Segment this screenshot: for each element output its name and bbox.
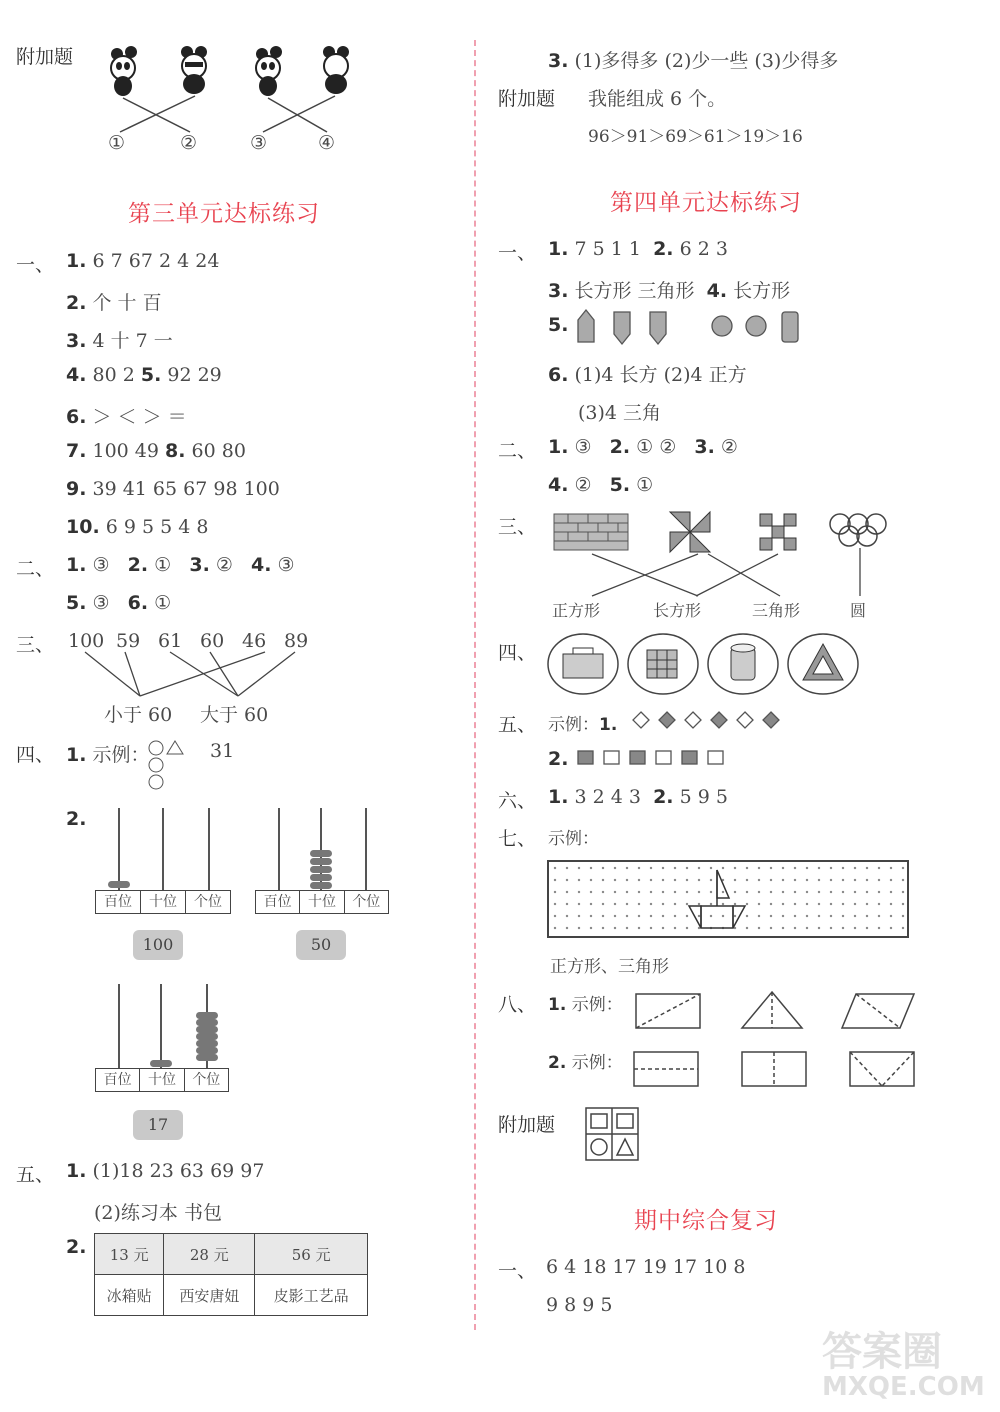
answer-row: 2. 个 十 百: [66, 292, 162, 314]
watermark-logo: 答案圈: [822, 1329, 942, 1375]
s3-num: 59: [116, 630, 141, 652]
s5-q2-num: 2.: [548, 748, 569, 770]
unit4-title: 第四单元达标练习: [610, 190, 802, 216]
section-marker: 六、: [498, 790, 537, 812]
shape-division-examples-2: [628, 1046, 918, 1092]
answer-row: 4. ② 5. ①: [548, 474, 654, 496]
s3-num: 61: [158, 630, 183, 652]
s4-q1-value: 31: [210, 740, 235, 762]
bonus-text: 我能组成 6 个。: [588, 88, 727, 110]
bonus-num-4: ④: [318, 132, 336, 154]
cross-pattern-icon: [760, 514, 796, 550]
panda-icon: [323, 46, 349, 94]
greater-than-60: 大于 60: [200, 704, 269, 726]
bonus-label-left: 附加题: [16, 46, 74, 68]
bonus-num-2: ②: [180, 132, 198, 154]
bonus-label-right-2: 附加题: [498, 1114, 556, 1136]
pencil-icon: [614, 312, 630, 344]
bonus-num-1: ①: [108, 132, 126, 154]
section-marker: 二、: [16, 558, 55, 580]
panda-icon: [256, 46, 282, 96]
column-divider: [474, 40, 476, 1330]
answer-row: 1. ③ 2. ① ② 3. ②: [548, 436, 738, 458]
shape-label: 三角形: [752, 601, 801, 620]
bonus-order: 96＞91＞69＞61＞19＞16: [588, 127, 803, 147]
answer-row: 2. 示例：: [548, 1053, 623, 1073]
price-cell: 28 元: [164, 1234, 255, 1275]
item-cell: 西安唐妞: [164, 1275, 255, 1316]
section-marker: 四、: [16, 744, 55, 766]
answer-row: 10. 6 9 5 5 4 8: [66, 516, 209, 538]
answer-row: 1. 示例：: [548, 995, 623, 1015]
toolbox-icon: [563, 648, 603, 678]
shape-label: 圆: [850, 601, 867, 620]
s5-q2-num: 2.: [66, 1236, 87, 1258]
section-marker: 四、: [498, 642, 537, 664]
unit3-title: 第三单元达标练习: [128, 201, 320, 227]
answer-row: 6 4 18 17 19 17 10 8: [546, 1256, 746, 1278]
section-marker: 五、: [498, 714, 537, 736]
watermark-url: MXQE.COM: [822, 1372, 985, 1402]
s3-num: 100: [68, 630, 105, 652]
bonus-num-3: ③: [250, 132, 268, 154]
s3-num: 46: [242, 630, 267, 652]
object-ovals-figure: [545, 630, 863, 698]
s3-connection-lines: [60, 650, 320, 700]
rubiks-cube-icon: [647, 650, 677, 678]
section-marker: 一、: [498, 1260, 537, 1282]
answer-row: 6. ＞ ＜ ＞ ＝: [66, 406, 187, 428]
section-marker: 五、: [16, 1164, 55, 1186]
shape-icons-row: [572, 306, 812, 346]
section-marker: 三、: [498, 516, 537, 538]
section-marker: 二、: [498, 440, 537, 462]
answer-row: 1. 7 5 1 1 2. 6 2 3: [548, 238, 728, 260]
price-cell: 13 元: [95, 1234, 164, 1275]
abacus-bead: [108, 881, 130, 888]
price-table: [94, 1233, 368, 1316]
square-pattern: [575, 748, 735, 768]
abacus-value-badge: 50: [296, 930, 346, 960]
q5-num: 5.: [548, 314, 569, 336]
circle-icon: [712, 316, 732, 336]
answer-row: 9 8 9 5: [546, 1294, 613, 1316]
answer-row: 3. 长方形 三角形 4. 长方形: [548, 280, 791, 302]
shape-label: 长方形: [653, 601, 702, 620]
matching-lines: [120, 96, 335, 132]
pencil-icon: [578, 310, 594, 342]
shape-division-examples: [628, 988, 918, 1032]
section-marker: 八、: [498, 994, 537, 1016]
dot-grid: [547, 860, 909, 938]
answer-row: 3. (1)多得多 (2)少一些 (3)少得多: [548, 50, 839, 72]
shape-example-icons: [145, 738, 195, 792]
answer-row: 示例：1.: [548, 715, 618, 735]
answer-row: 4. 80 2 5. 92 29: [66, 364, 222, 386]
less-than-60: 小于 60: [104, 704, 173, 726]
s3-num: 60: [200, 630, 225, 652]
answer-row: 1. 3 2 4 3 2. 5 9 5: [548, 786, 728, 808]
s4-q2-num: 2.: [66, 808, 87, 830]
midterm-title: 期中综合复习: [634, 1208, 778, 1234]
answer-row: 9. 39 41 65 67 98 100: [66, 478, 280, 500]
answer-row: (2)练习本 书包: [94, 1202, 222, 1224]
price-cell: 56 元: [255, 1234, 368, 1275]
abacus-value-badge: 17: [133, 1110, 183, 1140]
s3-num: 89: [284, 630, 309, 652]
answer-row: 1. 6 7 67 2 4 24: [66, 250, 220, 272]
olympic-rings-icon: [830, 514, 886, 546]
brick-wall-icon: [554, 514, 628, 550]
answer-row: 1. 示例：: [66, 744, 150, 766]
panda-icon: [181, 46, 207, 94]
item-cell: 冰箱贴: [95, 1275, 164, 1316]
panda-icon: [111, 46, 137, 96]
triangle-ruler-icon: [803, 644, 843, 680]
s7-label: 示例：: [548, 829, 599, 849]
section-marker: 三、: [16, 634, 55, 656]
diamond-pattern: [630, 709, 790, 731]
item-cell: 皮影工艺品: [255, 1275, 368, 1316]
answer-row: (3)4 三角: [578, 402, 662, 424]
section-marker: 一、: [16, 254, 55, 276]
answer-row: 5. ③ 6. ①: [66, 592, 172, 614]
bonus-label-right: 附加题: [498, 88, 556, 110]
shape-label: 正方形: [552, 601, 601, 620]
can-icon: [731, 644, 755, 680]
answer-row: 6. (1)4 长方 (2)4 正方: [548, 364, 747, 386]
boat-drawing: [549, 862, 907, 936]
section-marker: 一、: [498, 242, 537, 264]
answer-row: 1. ③ 2. ① 3. ② 4. ③: [66, 554, 295, 576]
s7-caption: 正方形、三角形: [550, 957, 669, 977]
answer-row: 7. 100 49 8. 60 80: [66, 440, 246, 462]
answer-row: 3. 4 十 7 一: [66, 330, 173, 352]
cylinder-icon: [782, 312, 798, 342]
abacus-value-badge: 100: [133, 930, 183, 960]
answer-row: 1. (1)18 23 63 69 97: [66, 1160, 265, 1182]
pinwheel-icon: [670, 512, 710, 552]
circle-icon: [746, 316, 766, 336]
section-marker: 七、: [498, 828, 537, 850]
pencil-icon: [650, 312, 666, 344]
shape-grid-icon: [584, 1106, 642, 1164]
